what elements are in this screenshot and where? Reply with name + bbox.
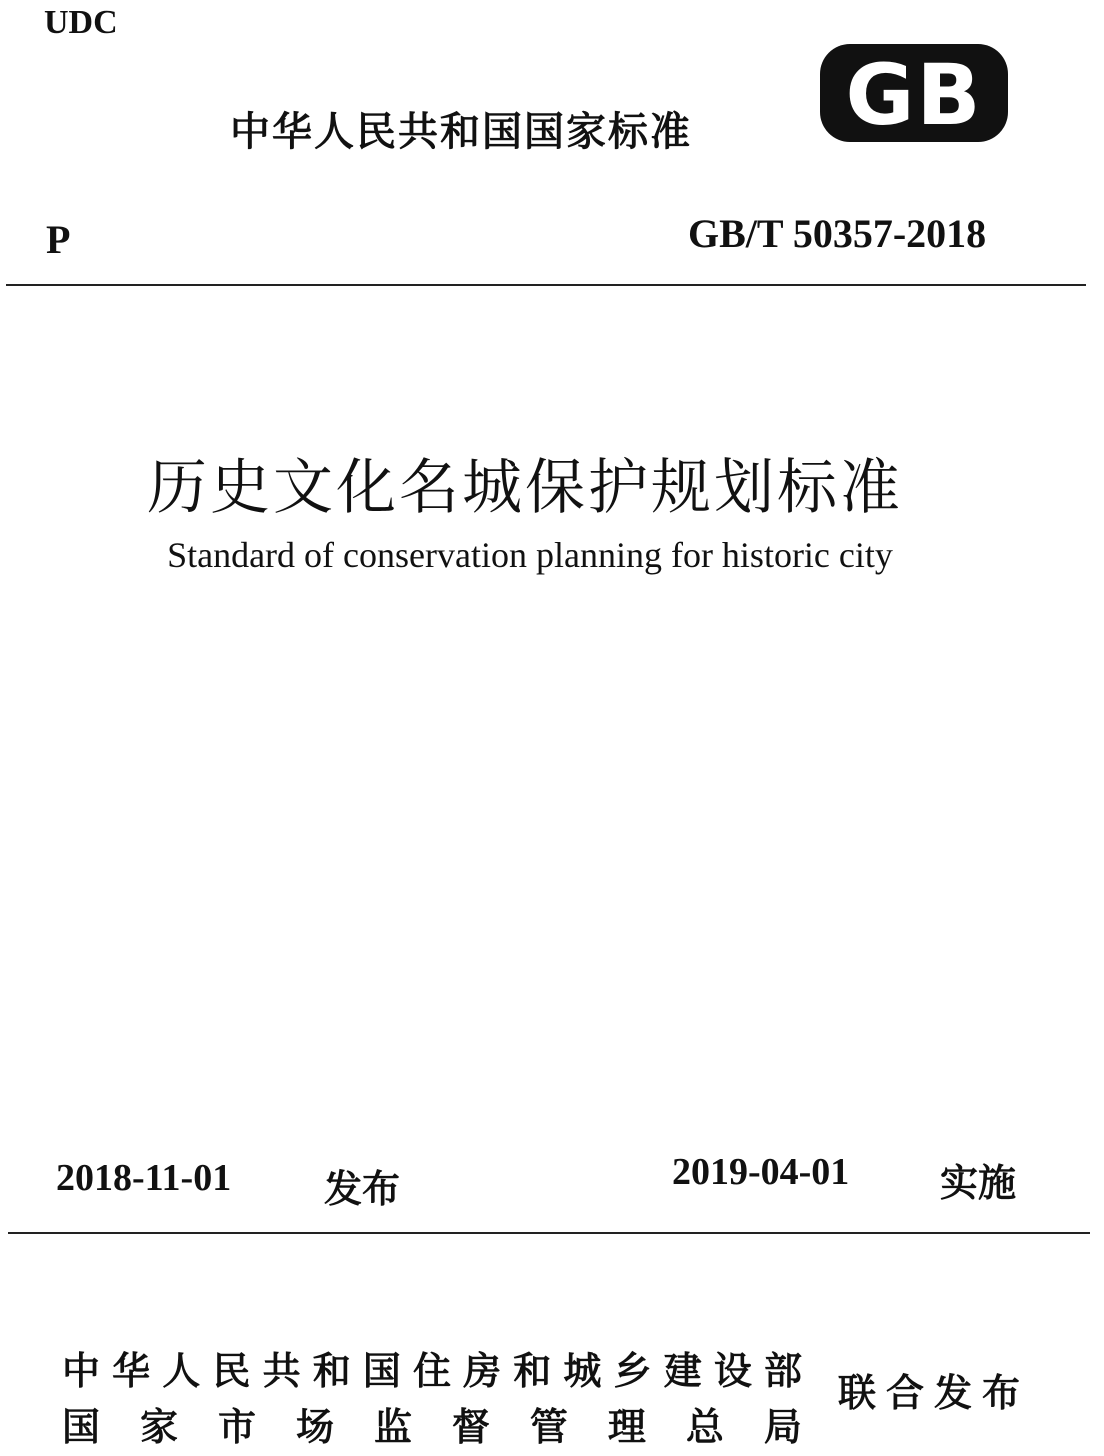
issuer-char: 家 — [139, 1405, 178, 1449]
issuer-char: 民 — [212, 1349, 251, 1393]
issuer-char: 人 — [162, 1349, 201, 1393]
national-standard-heading: 中华人民共和国国家标准 — [230, 109, 692, 155]
issuer-char: 设 — [713, 1349, 752, 1393]
title-english: Standard of conservation planning for historic city — [167, 535, 893, 575]
issue-label: 发布 — [324, 1167, 401, 1211]
issuer-char: 国 — [62, 1405, 101, 1449]
issuer-char: 和 — [513, 1349, 552, 1393]
implement-date: 2019-04-01 — [672, 1151, 850, 1193]
issuer-line-2 — [62, 1396, 802, 1451]
issuer-char: 督 — [451, 1405, 490, 1449]
issuer-line-1 — [62, 1340, 802, 1395]
issuer-char: 部 — [763, 1349, 802, 1393]
issue-date: 2018-11-01 — [56, 1157, 232, 1199]
issuer-char: 监 — [373, 1405, 412, 1449]
issuer-char: 房 — [463, 1349, 502, 1393]
issuer-char: 华 — [112, 1349, 151, 1393]
gb-logo-text: GB — [845, 46, 983, 144]
issuer-char: 城 — [563, 1349, 602, 1393]
implement-label: 实施 — [940, 1161, 1017, 1205]
gb-logo — [818, 42, 1010, 144]
issuer-char: 建 — [663, 1349, 702, 1393]
issuer-char: 住 — [412, 1349, 451, 1393]
issuer-char: 乡 — [613, 1349, 652, 1393]
issuer-char: 共 — [262, 1349, 301, 1393]
joint-issue-label: 联合发布 — [838, 1371, 1031, 1415]
issuer-char: 局 — [763, 1405, 802, 1449]
issuer-char: 理 — [607, 1405, 646, 1449]
udc-label: UDC — [44, 4, 118, 41]
standard-number: GB/T 50357-2018 — [688, 211, 987, 256]
top-divider — [6, 284, 1086, 286]
classification-code: P — [46, 217, 71, 262]
issuer-char: 国 — [362, 1349, 401, 1393]
issuer-char: 和 — [312, 1349, 351, 1393]
bottom-divider — [8, 1232, 1090, 1234]
issuer-char: 总 — [685, 1405, 724, 1449]
issuer-char: 中 — [62, 1349, 101, 1393]
issuer-char: 市 — [217, 1405, 256, 1449]
title-chinese: 历史文化名城保护规划标准 — [147, 455, 903, 521]
issuer-char: 管 — [529, 1405, 568, 1449]
issuer-char: 场 — [295, 1405, 334, 1449]
